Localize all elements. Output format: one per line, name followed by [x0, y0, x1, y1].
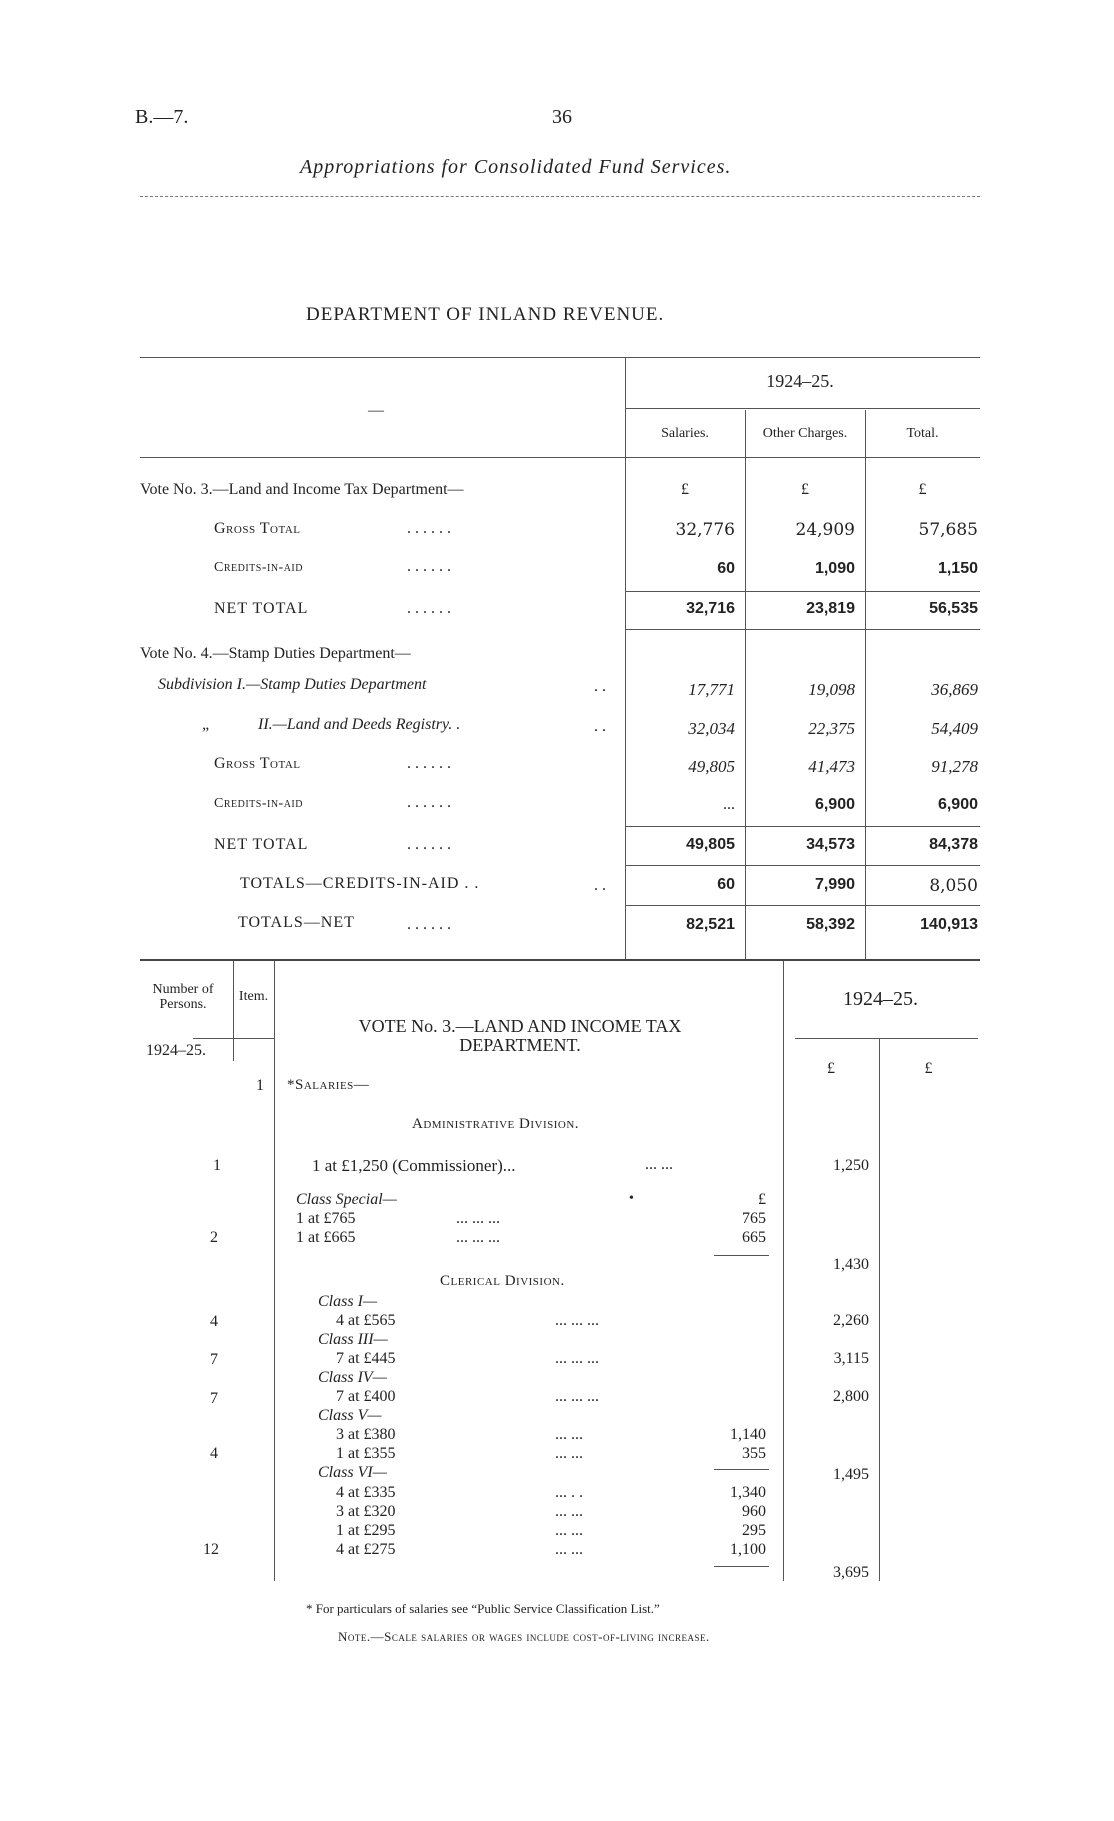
vote4-gross-salaries: 49,805: [688, 757, 735, 776]
vote-title-line2: DEPARTMENT.: [459, 1035, 581, 1055]
persons-count: 7: [210, 1351, 218, 1368]
class-label: Class V—: [318, 1407, 382, 1424]
col-salaries-header: Salaries.: [661, 426, 709, 441]
pound-sign: £: [758, 1191, 766, 1208]
administrative-division-heading: Administrative Division.: [412, 1116, 580, 1132]
salary-line: 7 at £400: [336, 1388, 396, 1405]
subtotal-rule: [714, 1469, 769, 1470]
vote-title: [310, 1017, 730, 1055]
footnote: * For particulars of salaries see “Public Service Classification List.”: [306, 1601, 660, 1616]
bullet-mark: •: [629, 1191, 634, 1206]
page-subtitle: Appropriations for Consolidated Fund Services.: [300, 156, 732, 178]
vote4-net-other: 34,573: [806, 836, 855, 853]
vote4-gross-other: 41,473: [808, 757, 855, 776]
class-label: Class I—: [318, 1293, 378, 1310]
col-divider: [879, 1038, 880, 1581]
totals-credits-other: 7,990: [814, 876, 855, 893]
dot-leader: ... ...: [645, 1156, 673, 1173]
dot-leader: . .: [594, 877, 606, 894]
vote-title-line1: VOTE No. 3.—LAND AND INCOME TAX: [358, 1016, 682, 1036]
sub2-salaries: 32,034: [688, 719, 735, 738]
totals-credits-salaries: 60: [717, 876, 735, 893]
vote3-net-salaries: 32,716: [686, 600, 735, 617]
dot-leader: ... ...: [555, 1541, 583, 1558]
salary-line: 1 at £295: [336, 1522, 396, 1539]
vote-year-rule: [795, 1038, 978, 1039]
persons-count: 1: [213, 1157, 221, 1174]
salary-amount: 3,695: [833, 1564, 869, 1581]
vote4-credits-total: 6,900: [937, 796, 978, 813]
note: [338, 1629, 710, 1645]
vote3-net-other: 23,819: [806, 600, 855, 617]
vote3-net-total: 56,535: [929, 600, 978, 617]
summary-header-rule: [140, 457, 980, 458]
vote3-gross-total: 57,685: [918, 520, 978, 540]
dot-leader: . . . . . .: [407, 520, 451, 537]
vote4-net-salaries: 49,805: [686, 836, 735, 853]
dot-leader: ... ...: [555, 1445, 583, 1462]
subtotal-rule: [625, 905, 980, 906]
salary-amount: 1,430: [833, 1256, 869, 1273]
col-number-of-persons: Number of Persons.: [152, 982, 214, 1012]
note-text: Note.—Scale salaries or wages include cost-of-living increase.: [338, 1629, 710, 1644]
totals-credits-label: TOTALS—CREDITS-IN-AID . .: [240, 875, 480, 892]
class-label: Class III—: [318, 1331, 388, 1348]
salary-line: 4 at £275: [336, 1541, 396, 1558]
sub2-total: 54,409: [931, 719, 978, 738]
salary-line: 4 at £565: [336, 1312, 396, 1329]
subtotal-rule: [714, 1566, 769, 1567]
salary-sub-amount: 295: [742, 1522, 766, 1539]
ditto-mark: „: [202, 716, 211, 733]
totals-net-salaries: 82,521: [686, 916, 735, 933]
vote4-credits-other: 6,900: [814, 796, 855, 813]
pound-sign: £: [924, 1060, 933, 1077]
salary-amount: 2,800: [833, 1388, 869, 1405]
page-number: 36: [552, 106, 572, 128]
salary-line: 3 at £320: [336, 1503, 396, 1520]
vote3-gross-label: Gross Total: [214, 520, 301, 537]
totals-credits-total: 8,050: [929, 876, 978, 896]
salary-sub-amount: 960: [742, 1503, 766, 1520]
vote-year: 1924–25.: [843, 988, 918, 1010]
clerical-division-heading: Clerical Division.: [440, 1273, 565, 1289]
summary-col-divider: [625, 357, 626, 959]
salary-amount: 1,250: [833, 1157, 869, 1174]
vote3-credits-total: 1,150: [937, 560, 978, 577]
totals-net-total: 140,913: [920, 916, 978, 933]
document-reference: B.—7.: [135, 106, 189, 128]
dot-leader: ... ...: [555, 1522, 583, 1539]
vote4-gross-label: Gross Total: [214, 755, 301, 772]
subtotal-rule: [625, 591, 980, 592]
persons-count: 4: [210, 1313, 218, 1330]
dot-leader: ... ... ...: [456, 1210, 500, 1227]
totals-net-other: 58,392: [806, 916, 855, 933]
salary-line: 4 at £335: [336, 1484, 396, 1501]
persons-count: 4: [210, 1445, 218, 1462]
col-item: Item.: [238, 989, 269, 1004]
vote3-gross-other: 24,909: [795, 520, 855, 540]
dot-leader: . .: [594, 678, 606, 695]
dot-leader: . . . . . .: [407, 755, 451, 772]
dot-leader: ... ...: [555, 1426, 583, 1443]
vote4-credits-salaries: ...: [723, 796, 735, 813]
subtotal-rule: [714, 1255, 769, 1256]
summary-dash: —: [368, 402, 384, 419]
vote3-label: Vote No. 3.—Land and Income Tax Department—: [140, 481, 464, 498]
class-label: Class VI—: [318, 1464, 387, 1481]
col-total-header: Total.: [906, 426, 939, 441]
salary-line: 1 at £355: [336, 1445, 396, 1462]
salary-sub-amount: 1,100: [730, 1541, 766, 1558]
vote4-label: Vote No. 4.—Stamp Duties Department—: [140, 645, 411, 662]
pound-sign: £: [918, 481, 927, 498]
sub2-label: II.—Land and Deeds Registry. .: [258, 716, 461, 733]
salary-sub-amount: 1,140: [730, 1426, 766, 1443]
salaries-heading: *Salaries—: [287, 1077, 370, 1093]
dot-leader: ... ...: [555, 1503, 583, 1520]
salary-amount: 3,115: [833, 1350, 869, 1367]
dot-leader: ... . .: [555, 1484, 583, 1501]
sub1-salaries: 17,771: [688, 680, 735, 699]
salary-line: 1 at £665: [296, 1229, 356, 1246]
col-divider: [274, 961, 275, 1581]
summary-year: 1924–25.: [766, 371, 834, 391]
summary-top-rule: [140, 357, 980, 358]
persons-count: 12: [203, 1541, 219, 1558]
sub1-total: 36,869: [931, 680, 978, 699]
header-rule: [140, 196, 980, 197]
salary-sub-amount: 1,340: [730, 1484, 766, 1501]
sub2-other: 22,375: [808, 719, 855, 738]
vote4-net-total: 84,378: [929, 836, 978, 853]
class-label: Class Special—: [296, 1191, 397, 1208]
persons-year: 1924–25.: [146, 1042, 206, 1059]
salary-sub-amount: 765: [742, 1210, 766, 1227]
vote3-gross-salaries: 32,776: [675, 520, 735, 540]
dot-leader: . . . . . .: [407, 558, 451, 575]
persons-count: 7: [210, 1390, 218, 1407]
summary-bottom-rule: [140, 959, 980, 961]
dot-leader: ... ... ...: [555, 1350, 599, 1367]
dot-leader: . . . . . .: [407, 600, 451, 617]
salary-sub-amount: 665: [742, 1229, 766, 1246]
subtotal-rule: [625, 865, 980, 866]
dot-leader: ... ... ...: [456, 1229, 500, 1246]
vote3-credits-other: 1,090: [814, 560, 855, 577]
sub1-label: Subdivision I.—Stamp Duties Department: [158, 676, 427, 693]
dot-leader: ... ... ...: [555, 1388, 599, 1405]
vote3-credits-salaries: 60: [717, 560, 735, 577]
persons-header-rule: [193, 1038, 274, 1039]
subtotal-rule: [625, 629, 980, 630]
dot-leader: . .: [594, 718, 606, 735]
vote3-credits-label: Credits-in-aid: [214, 560, 303, 575]
salary-line: 7 at £445: [336, 1350, 396, 1367]
vote4-credits-label: Credits-in-aid: [214, 796, 303, 811]
dot-leader: . . . . . .: [407, 794, 451, 811]
pound-sign: £: [681, 481, 689, 498]
summary-year-rule: [625, 408, 980, 409]
sub1-other: 19,098: [808, 680, 855, 699]
salary-amount: 2,260: [833, 1312, 869, 1329]
salary-line: 1 at £765: [296, 1210, 356, 1227]
salary-line: 1 at £1,250 (Commissioner)...: [312, 1156, 516, 1175]
pound-sign: £: [801, 481, 809, 498]
salary-sub-amount: 355: [742, 1445, 766, 1462]
dot-leader: . . . . . .: [407, 836, 451, 853]
salary-line: 3 at £380: [336, 1426, 396, 1443]
col-other-charges-header: Other Charges.: [762, 426, 848, 441]
dot-leader: ... ... ...: [555, 1312, 599, 1329]
subtotal-rule: [625, 826, 980, 827]
totals-net-label: TOTALS—NET: [238, 914, 355, 931]
vote4-net-label: NET TOTAL: [214, 836, 309, 853]
department-title: DEPARTMENT OF INLAND REVENUE.: [306, 304, 665, 325]
vote3-net-label: NET TOTAL: [214, 600, 309, 617]
persons-count: 2: [210, 1229, 218, 1246]
class-label: Class IV—: [318, 1369, 387, 1386]
salary-amount: 1,495: [833, 1466, 869, 1483]
vote4-gross-total: 91,278: [931, 757, 978, 776]
pound-sign: £: [827, 1060, 835, 1077]
dot-leader: . . . . . .: [407, 916, 451, 933]
item-number: 1: [256, 1077, 264, 1094]
